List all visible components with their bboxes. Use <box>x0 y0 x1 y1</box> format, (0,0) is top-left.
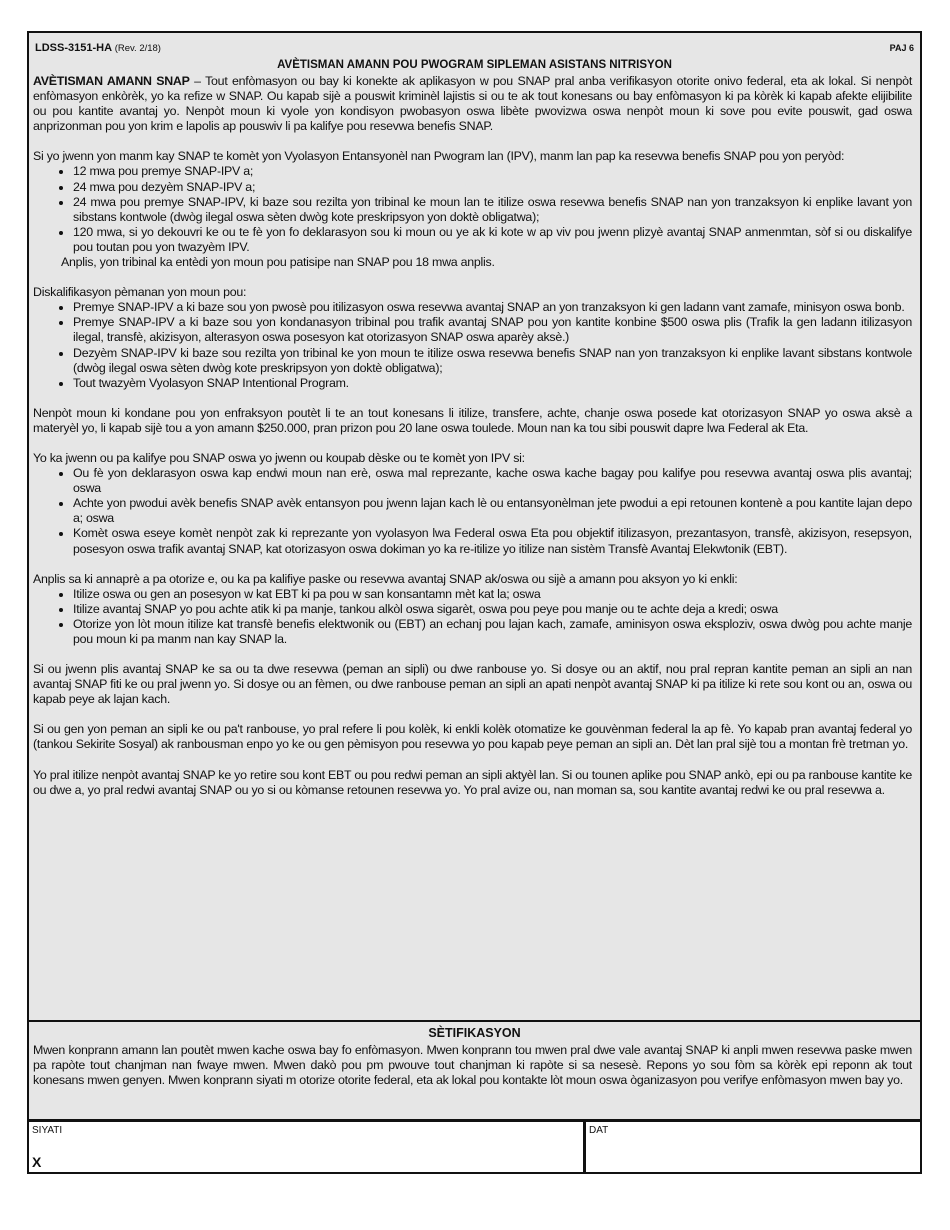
intro-heading: AVÈTISMAN AMANN SNAP <box>33 74 190 88</box>
list-item: • 24 mwa pou dezyèm SNAP-IPV a; <box>73 180 912 195</box>
collection-paragraph: Si ou gen yon peman an sipli ke ou pa't ranbouse, yo pral refere li pou kolèk, ki enkli kolèk otomatize ke gouvènman federal la ap fè. Yo kapab pran avantaj federal yo (tankou Sekirite Sosyal) ak ranbousman enpo yo ke ou gen pèmisyon pou resevwa yo pou kapab peye peman an sipli an. Dèt lan pral sijè tou a montan frè tretman yo. <box>33 722 912 752</box>
unauthorized-list <box>33 587 912 647</box>
fine-paragraph: Nenpòt moun ki kondane pou yon enfraksyon poutèt li te an tout konesans li itilize, transfere, achte, chanje oswa posede kat otorizasyon SNAP yo oswa aksè a materyèl yo, li kapab sijè tou a yon amann $250.000, pran prizon pou 20 lane oswa toulede. Moun nan ka tou sibi pouswit dapre lwa Federal ak Eta. <box>33 405 912 435</box>
list-item: • 120 mwa, si yo dekouvri ke ou te fè yon fo deklarasyon sou ki moun ou ye ak ki kote w ap viv pou jwenn plizyè avantaj SNAP anmenmtan, sòf si ou diskalifye pou toutan pou yon twazyèm IPV. <box>73 225 912 255</box>
ipv-additional: Anplis, yon tribinal ka entèdi yon moun pou patisipe nan SNAP pou 18 mwa anplis. <box>61 255 495 270</box>
ebt-paragraph: Yo pral itilize nenpòt avantaj SNAP ke yo retire sou kont EBT ou pou redwi peman an sipli aktyèl lan. Si ou tounen aplike pou SNAP ankò, epi ou pa ranbouse kantite ke ou dwe a, yo pral redwi avantaj SNAP ou yo si ou kòmanse retounen resevwa yo. Yo pral avize ou, nan moman sa, sou kantite avantaj redwi ke ou pral resevwa a. <box>33 767 912 797</box>
date-field[interactable] <box>586 1122 920 1172</box>
list-item: • Achte yon pwodui avèk benefis SNAP avèk entansyon pou jwenn lajan kach lè ou entansyonèlman jete pwodui a epi retounen kontenè a pou kantite lajan depo a; oswa <box>73 496 912 526</box>
document-title: AVÈTISMAN AMANN POU PWOGRAM SIPLEMAN ASISTANS NITRISYON <box>277 59 672 71</box>
list-item: • Itilize oswa ou gen an posesyon w kat EBT ki pa pou w san konsantamn mèt kat la; oswa <box>73 587 912 602</box>
overpayment-paragraph: Si ou jwenn plis avantaj SNAP ke sa ou ta dwe resevwa (peman an sipli) ou dwe ranbouse yo. Si dosye ou an aktif, nou pral repran kantite peman an sipli an nan avantaj SNAP fiti ke ou pral jwenn yo. Si dosye ou an fèmen, ou dwe ranbouse peman an sipli an apati nenpòt avantaj SNAP ki pa itilize ki rete sou kont ou an, oswa ou kapab peye ak lajan kach. <box>33 662 912 707</box>
list-item: • Komèt oswa eseye komèt nenpòt zak ki reprezante yon vyolasyon lwa Federal oswa Eta pou objektif itilizasyon, prezantasyon, transfè, akizisyon, resepsyon, posesyon oswa trafik avantaj SNAP, kat otorizasyon oswa dokiman yo ka re-itilize yo itilize nan sistèm Transfè Avantaj Elekwtonik (EBT). <box>73 526 912 556</box>
list-item: • Dezyèm SNAP-IPV ki baze sou rezilta yon tribinal ke yon moun te itilize oswa resevwa benefis SNAP nan yon tranzaksyon ki enplike lavant sibstans kontwole (dwòg ilegal oswa sèten dwòg kote preskripsyon yon doktè obligatwa); <box>73 346 912 376</box>
list-item: • Ou fè yon deklarasyon oswa kap endwi moun nan erè, oswa mal reprezante, kache oswa kache bagay pou kalifye pou resevwa avantaj oswa plis avantaj; oswa <box>73 466 912 496</box>
permanent-intro: Diskalifikasyon pèmanan yon moun pou: <box>33 285 247 300</box>
form-number: LDSS-3151-HA <box>35 42 112 54</box>
found-intro: Yo ka jwenn ou pa kalifye pou SNAP oswa yo jwenn ou koupab dèske ou te komèt yon IPV si: <box>33 450 525 465</box>
found-list <box>33 466 912 557</box>
notice-body <box>29 74 920 798</box>
ipv-list <box>33 164 912 255</box>
signature-row <box>29 1119 920 1172</box>
page-number: PAJ 6 <box>889 43 914 53</box>
signature-label: SIYATI <box>32 1125 63 1136</box>
permanent-list <box>33 300 912 391</box>
list-item: • Premye SNAP-IPV a ki baze sou yon kondanasyon tribinal pou trafik avantaj SNAP pou yon kantite konbine $500 oswa plis (Trafik la gen ladann itilizasyon ilegal, transfè, akizisyon, alterasyon oswa posesyon kat otorizasyon SNAP oswa aparèy aksè.) <box>73 315 912 345</box>
form-id <box>35 42 161 54</box>
form-revision: (Rev. 2/18) <box>114 43 161 54</box>
list-item: • 12 mwa pou premye SNAP-IPV a; <box>73 164 912 179</box>
list-item: • Premye SNAP-IPV a ki baze sou yon pwosè pou itilizasyon oswa resevwa avantaj SNAP an yon tranzaksyon ki gen ladann vant zamafe, minisyon oswa bonb. <box>73 300 912 315</box>
intro-text: – Tout enfòmasyon ou bay ki konekte ak aplikasyon w pou SNAP pral anba verifikasyon otorite onivo federal, eta ak lokal. Si nenpòt enfòmasyon enkòrèk, yo ka refize w SNAP. Ou kapab sijè a pouswit kriminèl lajistis si ou te ak tout konesans ou bay enfòmasyon ki pa kòrèk ki kapab afekte elijibilite ou pou kantite avantaj yo. Nenpòt moun ki vyole yon kondisyon pwobasyon oswa libète pwovizwa oswa nenpòt moun ki sove pou evite pouswit, gad oswa anprizonman pou yon krim e lapolis ap pouswiv li pa kalifye pou resevwa benefis SNAP. <box>33 74 913 134</box>
form-header <box>29 33 920 74</box>
date-label: DAT <box>589 1125 609 1136</box>
list-item: • Otorize yon lòt moun itilize kat transfè benefis elektwonik ou (EBT) an echanj pou lajan kach, zamafe, aminisyon oswa eksploziv, oswa dwòg pou achte manje pou moun ki pa manm nan kay SNAP la. <box>73 617 912 647</box>
unauthorized-intro: Anplis sa ki annaprè a pa otorize e, ou ka pa kalifiye paske ou resevwa avantaj SNAP ak/oswa ou sijè a amann pou aksyon yo ki enkli: <box>33 571 738 586</box>
signature-x-mark: X <box>32 1154 42 1170</box>
list-item: • Tout twazyèm Vyolasyon SNAP Intentional Program. <box>73 376 912 391</box>
certification-section <box>29 1020 920 1172</box>
list-item: • Itilize avantaj SNAP yo pou achte atik ki pa manje, tankou alkòl oswa sigarèt, oswa pou peye pou manje ou te achte deja a kredi; oswa <box>73 602 912 617</box>
signature-field[interactable] <box>29 1122 586 1172</box>
ipv-intro: Si yo jwenn yon manm kay SNAP te komèt yon Vyolasyon Entansyonèl nan Pwogram lan (IPV), manm lan pap ka resevwa benefis SNAP pou yon peryòd: <box>33 149 845 164</box>
form-page <box>27 31 922 1174</box>
list-item: • 24 mwa pou premye SNAP-IPV, ki baze sou rezilta yon tribinal ke moun lan te itilize oswa resevwa benefis SNAP nan yon tranzaksyon ki enplike lavant yon sibstans kontwole (dwòg ilegal oswa sèten dwòg kote preskripsyon yon doktè obligatwa); <box>73 195 912 225</box>
intro-paragraph <box>33 74 912 134</box>
certification-text: Mwen konprann amann lan poutèt mwen kache oswa bay fo enfòmasyon. Mwen konprann tou mwen pral dwe vale avantaj SNAP ki anpli mwen resevwa paske mwen pa rapòte tout chanjman nan fwaye mwen. Mwen dakò pou pm pwouve tout chanjman ki rapòte si sa nesesè. Repons yo sou fòm sa kòrèk epi reponn ak tout konesans mwen genyen. Mwen konprann siyati m otorize otorite federal, eta ak lokal pou kontakte lòt moun oswa òganizasyon pou verifye enfòmasyon mwen bay yo. <box>33 1043 912 1088</box>
certification-title: SÈTIFIKASYON <box>428 1026 521 1040</box>
